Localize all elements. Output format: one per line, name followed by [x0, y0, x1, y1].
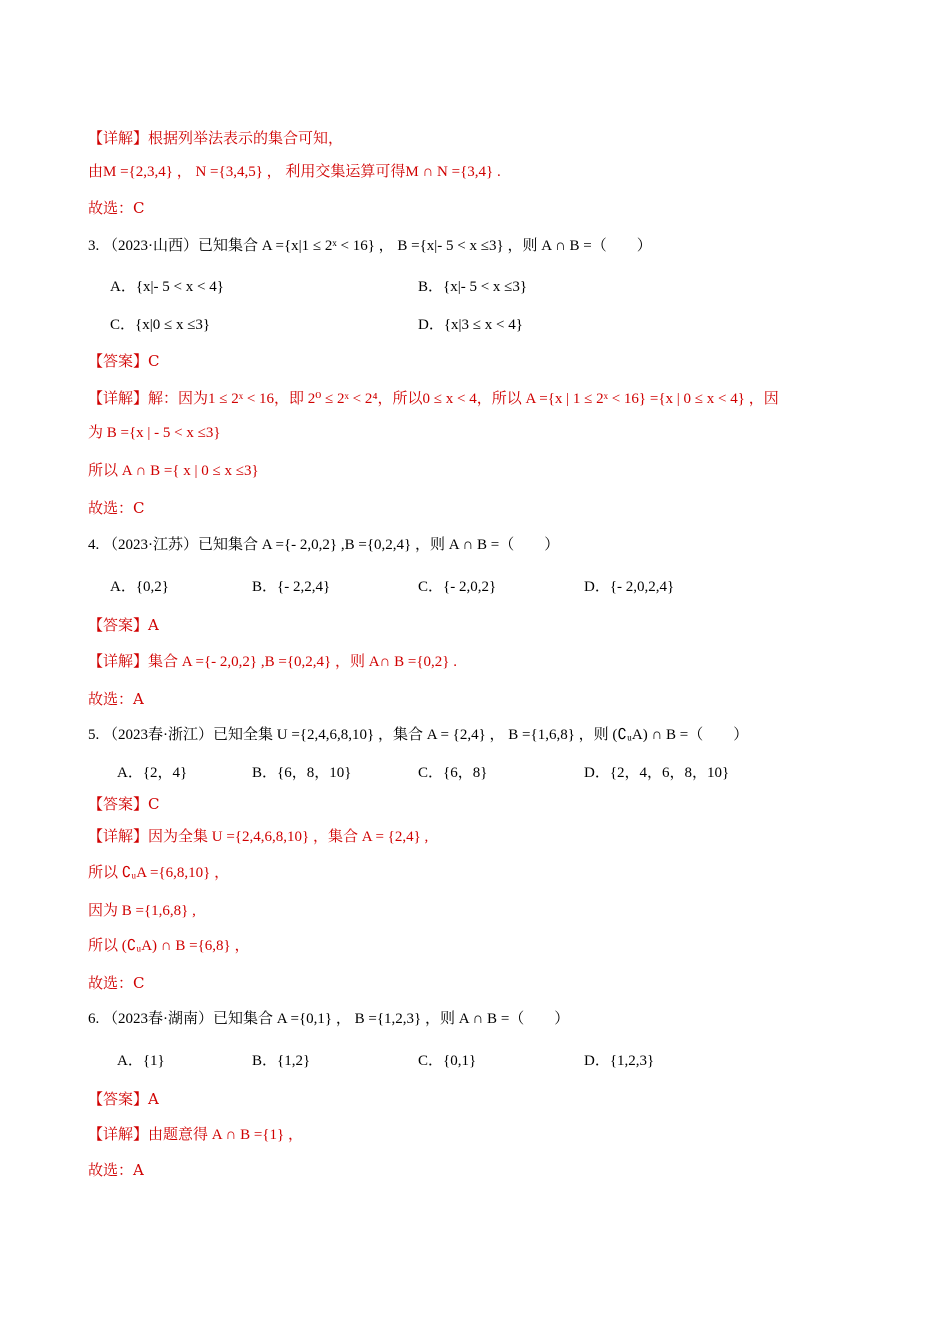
option-c: C．{x|0 ≤ x ≤3} — [110, 317, 211, 333]
question-4: 4. （2023·江苏）已知集合 A ={- 2,0,2} ,B ={0,2,4} ，则 A ∩ B =（ ） — [88, 537, 560, 553]
option-c: C．{0,1} — [418, 1053, 477, 1069]
selection-line: 故选：C — [88, 199, 145, 217]
explanation-line: 【详解】根据列举法表示的集合可知， — [88, 129, 344, 147]
option-a: A．{1} — [117, 1053, 165, 1069]
option-a: A．{0,2} — [110, 579, 169, 595]
explanation-line: 所以 ∁ᵤA ={6,8,10} ， — [88, 865, 230, 881]
explanation-line: 【详解】集合 A ={- 2,0,2} ,B ={0,2,4} ，则 A∩ B ={0,2} . — [88, 654, 458, 670]
explanation-line: 所以 A ∩ B ={ x | 0 ≤ x ≤3} — [88, 463, 259, 479]
answer-line: 【答案】C — [88, 795, 160, 813]
option-a: A．{2，4} — [117, 765, 188, 781]
question-3: 3. （2023·山西）已知集合 A ={x|1 ≤ 2ˣ < 16} ， B ={x|- 5 < x ≤3} ，则 A ∩ B =（ ） — [88, 238, 652, 254]
option-b: B．{- 2,2,4} — [252, 579, 331, 595]
option-b: B．{1,2} — [252, 1053, 311, 1069]
explanation-line: 【详解】由题意得 A ∩ B ={1} ， — [88, 1127, 303, 1143]
selection-line: 故选：C — [88, 499, 145, 517]
explanation-line: 由M ={2,3,4} ， N ={3,4,5} ， 利用交集运算可得M ∩ N ={3,4} . — [88, 164, 501, 180]
option-d: D．{- 2,0,2,4} — [584, 579, 675, 595]
option-c: C．{6，8} — [418, 765, 488, 781]
option-b: B．{6，8，10} — [252, 765, 352, 781]
selection-line: 故选：A — [88, 690, 144, 708]
option-a: A．{x|- 5 < x < 4} — [110, 279, 224, 295]
explanation-line: 为 B ={x | - 5 < x ≤3} — [88, 425, 221, 441]
option-c: C．{- 2,0,2} — [418, 579, 497, 595]
explanation-line: 因为 B ={1,6,8} , — [88, 903, 196, 919]
question-5: 5. （2023春·浙江）已知全集 U ={2,4,6,8,10} ，集合 A = {2,4} ， B ={1,6,8} ，则 (∁ᵤA) ∩ B =（ ） — [88, 727, 749, 743]
answer-line: 【答案】A — [88, 1090, 159, 1108]
selection-line: 故选：A — [88, 1161, 144, 1179]
explanation-line: 【详解】因为全集 U ={2,4,6,8,10} ，集合 A = {2,4} , — [88, 829, 429, 845]
option-d: D．{1,2,3} — [584, 1053, 655, 1069]
option-d: D．{2，4，6，8，10} — [584, 765, 730, 781]
answer-line: 【答案】C — [88, 352, 160, 370]
answer-line: 【答案】A — [88, 616, 159, 634]
option-b: B．{x|- 5 < x ≤3} — [418, 279, 528, 295]
selection-line: 故选：C — [88, 974, 145, 992]
question-6: 6. （2023春·湖南）已知集合 A ={0,1} ， B ={1,2,3} ，则 A ∩ B =（ ） — [88, 1011, 570, 1027]
explanation-line: 【详解】解：因为1 ≤ 2ˣ < 16，即 2⁰ ≤ 2ˣ < 2⁴，所以0 ≤ x < 4，所以 A ={x | 1 ≤ 2ˣ < 16} ={x | 0 ≤ x < 4} ，因 — [88, 391, 779, 407]
option-d: D．{x|3 ≤ x < 4} — [418, 317, 523, 333]
explanation-line: 所以 (∁ᵤA) ∩ B ={6,8} ， — [88, 938, 250, 954]
